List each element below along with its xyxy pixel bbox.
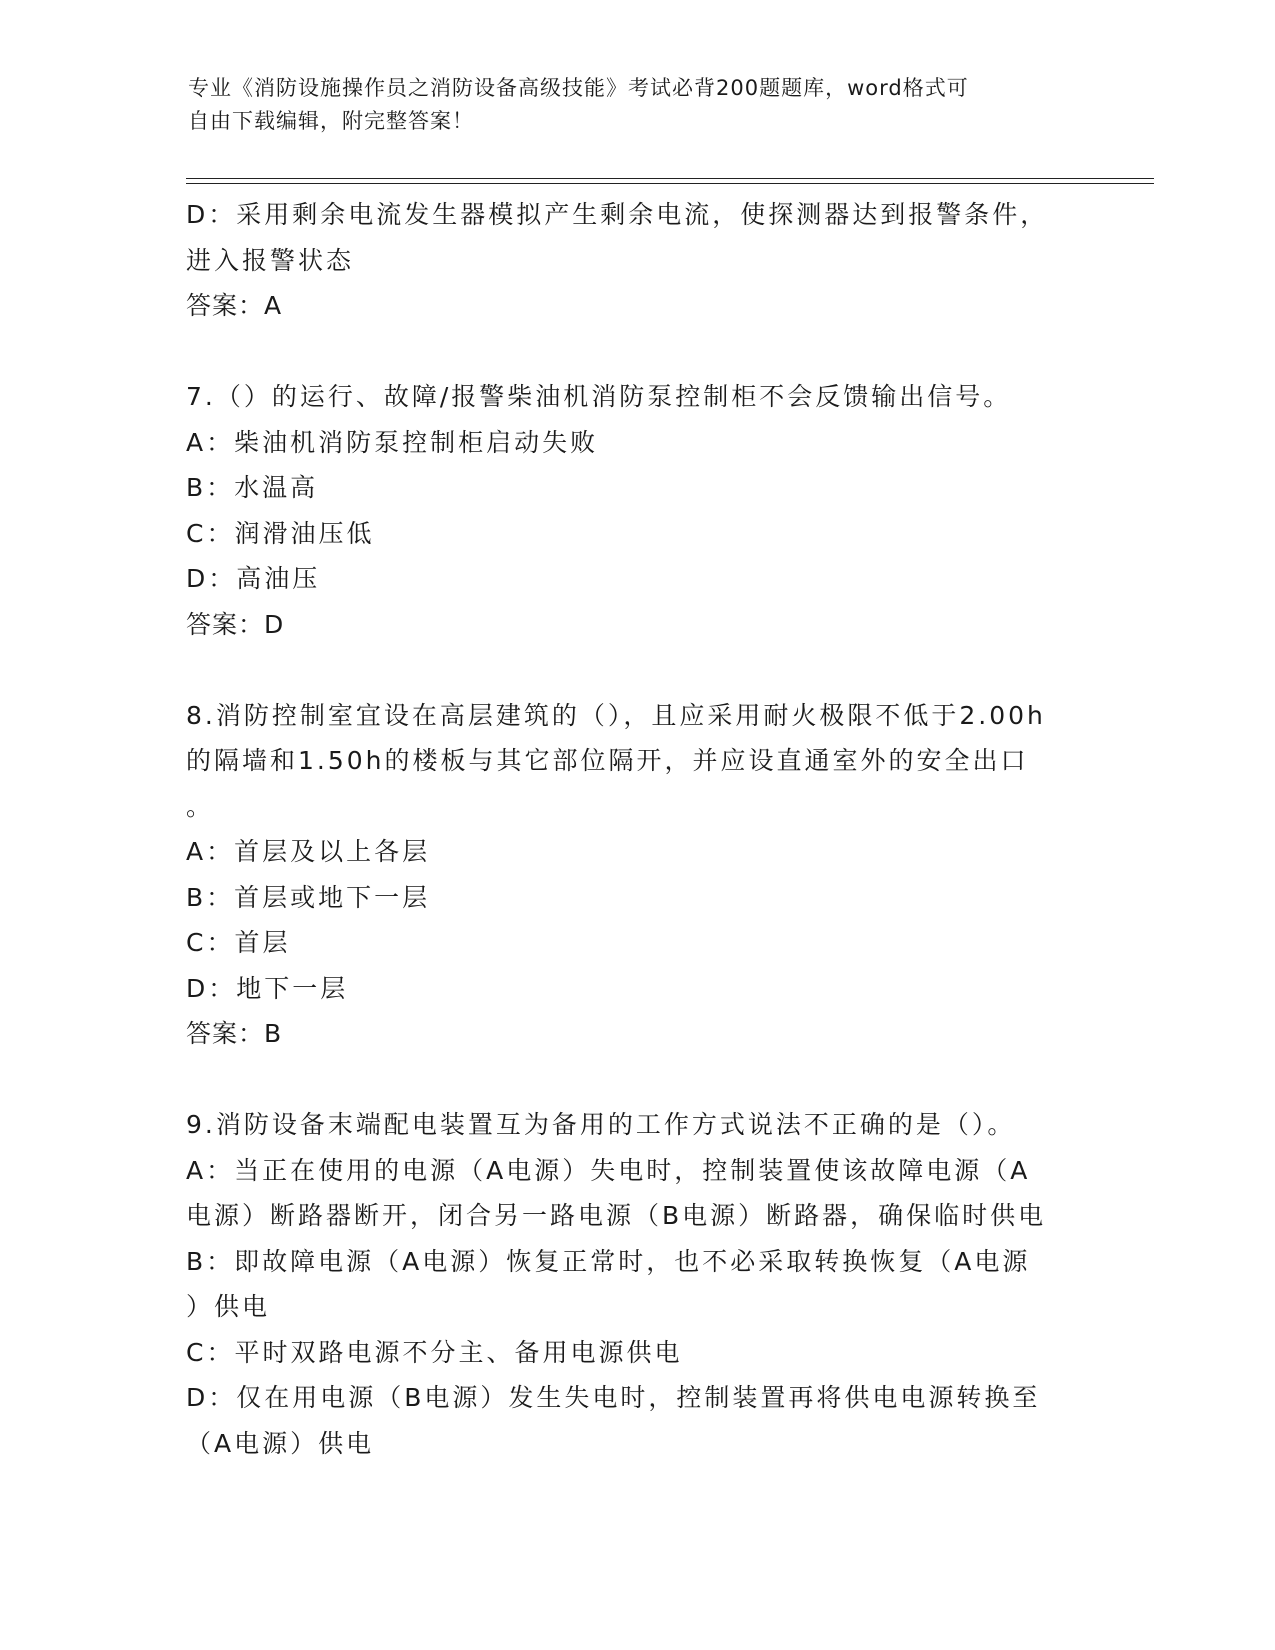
question-7 (186, 374, 1086, 647)
question-stem-line-3: 。 (186, 791, 215, 821)
spacer (186, 1057, 1086, 1103)
option-d: D：高油压 (186, 564, 321, 593)
header-divider (186, 178, 1154, 184)
option-d-line-2: （A电源）供电 (186, 1428, 375, 1458)
question-9 (186, 1102, 1086, 1466)
option-a: A：柴油机消防泵控制柜启动失败 (186, 427, 599, 457)
spacer (186, 329, 1086, 375)
option-d-line-1: D：采用剩余电流发生器模拟产生剩余电流，使探测器达到报警条件， (186, 200, 1049, 229)
question-content (186, 192, 1086, 1466)
question-stem: 7.（）的运行、故障/报警柴油机消防泵控制柜不会反馈输出信号。 (186, 382, 1012, 411)
spacer (186, 647, 1086, 693)
answer-line: 答案：B (186, 1019, 283, 1048)
answer-line: 答案：D (186, 609, 285, 639)
option-c: C：首层 (186, 928, 291, 957)
previous-question-tail (186, 192, 1086, 329)
answer-line: 答案：A (186, 291, 283, 320)
option-d-line-2: 进入报警状态 (186, 245, 355, 275)
option-d-line-1: D：仅在用电源（B电源）发生失电时，控制装置再将供电电源转换至 (186, 1383, 1041, 1412)
option-c: C：润滑油压低 (186, 518, 375, 548)
option-d: D：地下一层 (186, 973, 349, 1003)
option-b: B：水温高 (186, 473, 319, 502)
question-stem: 9.消防设备末端配电装置互为备用的工作方式说法不正确的是（）。 (186, 1110, 1016, 1139)
question-stem-line-2: 的隔墙和1.50h的楼板与其它部位隔开，并应设直通室外的安全出口 (186, 746, 1029, 775)
option-a: A：首层及以上各层 (186, 837, 431, 866)
document-header (188, 72, 1068, 138)
header-line-1: 专业《消防设施操作员之消防设备高级技能》考试必背200题题库，word格式可 (188, 76, 969, 100)
header-line-2: 自由下载编辑，附完整答案！ (188, 109, 474, 133)
question-stem-line-1: 8.消防控制室宜设在高层建筑的（），且应采用耐火极限不低于2.00h (186, 700, 1046, 730)
option-a-line-1: A：当正在使用的电源（A电源）失电时，控制装置使该故障电源（A (186, 1155, 1031, 1185)
option-b: B：首层或地下一层 (186, 882, 431, 912)
option-b-line-2: ）供电 (186, 1292, 271, 1321)
question-8 (186, 693, 1086, 1057)
option-b-line-1: B：即故障电源（A电源）恢复正常时，也不必采取转换恢复（A电源 (186, 1246, 1031, 1276)
option-a-line-2: 电源）断路器断开，闭合另一路电源（B电源）断路器，确保临时供电 (186, 1201, 1047, 1230)
option-c: C：平时双路电源不分主、备用电源供电 (186, 1337, 683, 1367)
